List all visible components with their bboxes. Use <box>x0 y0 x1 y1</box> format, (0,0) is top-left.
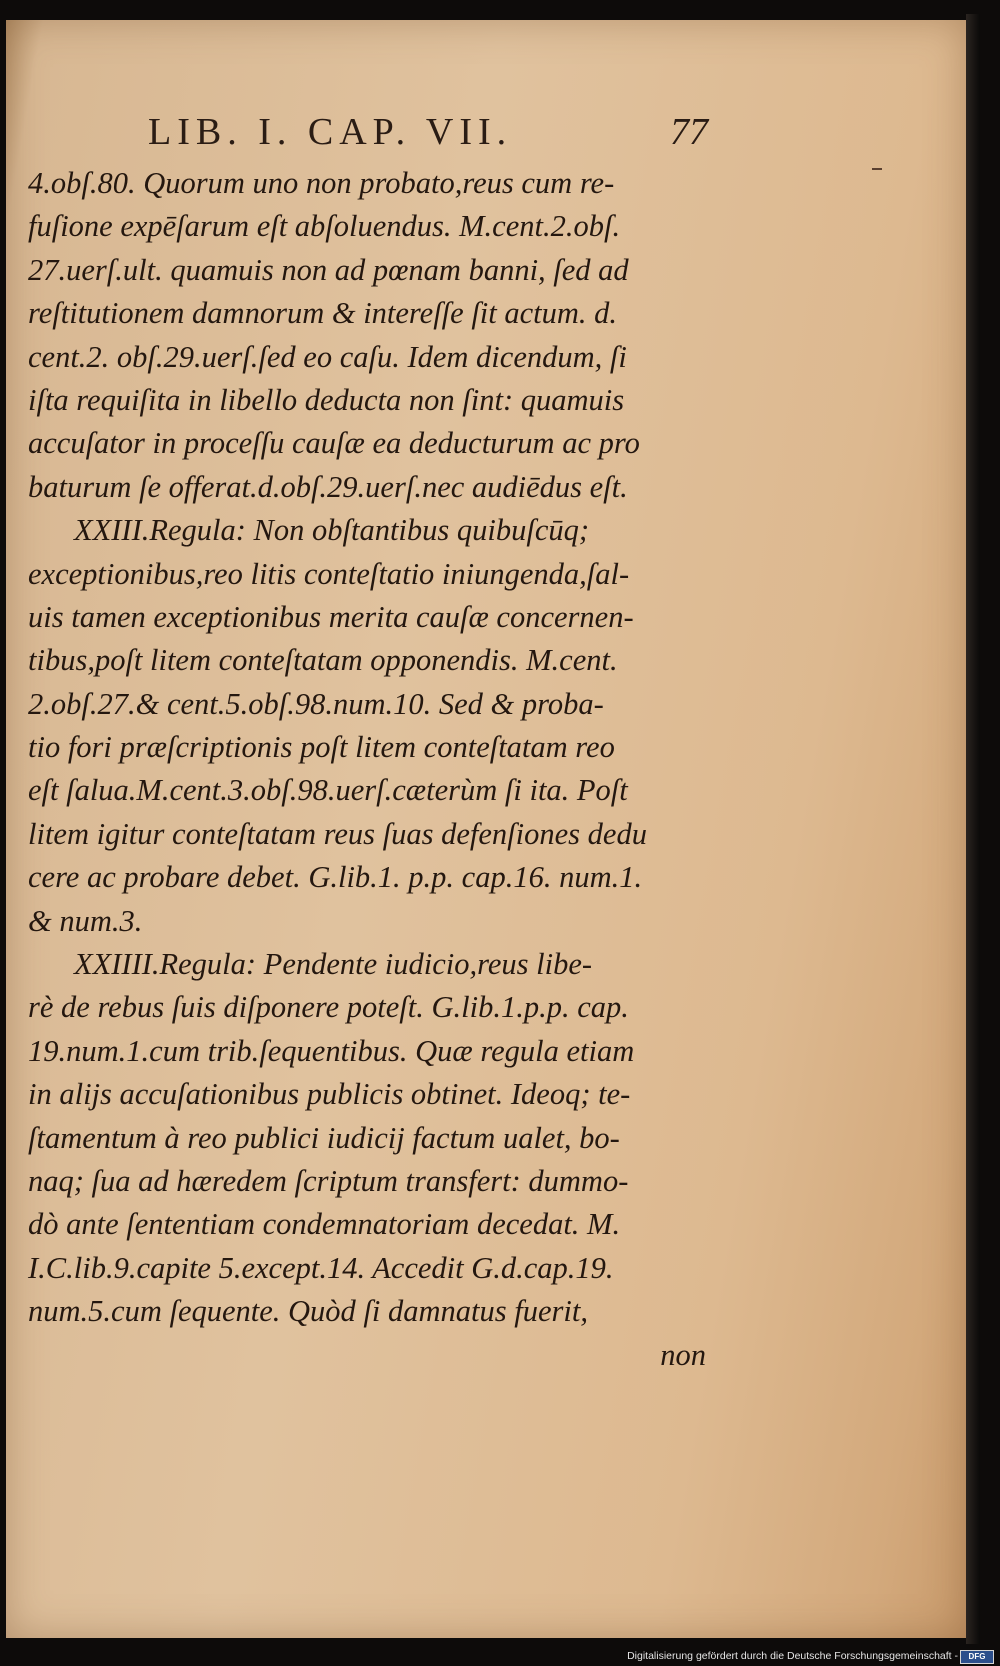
text-line: XXIII.Regula: Non obſtantibus quibuſcūq; <box>74 513 590 548</box>
body-text <box>28 162 718 1377</box>
text-line: uis tamen exceptionibus merita cauſæ concernen- <box>28 599 634 634</box>
running-head: LIB. I. CAP. VII. <box>148 111 513 153</box>
text-line: naq; ſua ad hæredem ſcriptum transfert: dummo- <box>28 1163 629 1198</box>
text-line: tio fori præſcriptionis poſt litem conteſtatam reo <box>28 730 615 765</box>
text-line: 19.num.1.cum trib.ſequentibus. Quæ regula etiam <box>28 1033 635 1068</box>
text-line: num.5.cum ſequente. Quòd ſi damnatus fuerit, <box>28 1294 588 1329</box>
text-line: 4.obſ.80. Quorum uno non probato,reus cum re- <box>28 166 615 200</box>
text-line: litem igitur conteſtatam reus ſuas defenſiones dedu <box>28 816 647 851</box>
text-line: exceptionibus,reo litis conteſtatio iniungenda,ſal- <box>28 556 630 591</box>
text-line: eſt ſalua.M.cent.3.obſ.98.uerſ.cæterùm ſi ita. Poſt <box>28 773 628 808</box>
text-line: tibus,poſt litem conteſtatam opponendis. M.cent. <box>28 643 618 678</box>
text-line: rè de rebus ſuis diſponere poteſt. G.lib.1.p.p. cap. <box>28 990 629 1025</box>
text-line: 27.uerſ.ult. quamuis non ad pœnam banni, ſed ad <box>28 252 629 287</box>
funding-credit: Digitalisierung gefördert durch die Deutsche Forschungsgemeinschaft - <box>627 1650 958 1662</box>
text-line: iſta requiſita in libello deducta non ſint: quamuis <box>28 382 625 417</box>
text-line: 2.obſ.27.& cent.5.obſ.98.num.10. Sed & proba- <box>28 686 604 721</box>
text-line: reſtitutionem damnorum & intereſſe ſit actum. d. <box>28 296 618 331</box>
text-line: cent.2. obſ.29.uerſ.ſed eo caſu. Idem dicendum, ſi <box>28 339 627 374</box>
text-line: ſtamentum à reo publici iudicij factum ualet, bo- <box>28 1120 620 1155</box>
text-line: XXIIII.Regula: Pendente iudicio,reus libe- <box>74 947 593 982</box>
catchword: non <box>660 1337 706 1372</box>
dfg-logo-icon: DFG <box>960 1650 994 1664</box>
page-header <box>148 110 708 156</box>
margin-mark <box>872 168 882 170</box>
page-edge <box>966 14 980 1644</box>
text-line: dò ante ſententiam condemnatoriam decedat. M. <box>28 1207 621 1242</box>
text-line: baturum ſe offerat.d.obſ.29.uerſ.nec audiēdus eſt. <box>28 469 628 504</box>
text-line: accuſator in proceſſu cauſæ ea deducturum ac pro <box>28 426 640 461</box>
text-line: cere ac probare debet. G.lib.1. p.p. cap.16. num.1. <box>28 860 643 895</box>
text-line: in alijs accuſationibus publicis obtinet. Ideoq; te- <box>28 1077 631 1112</box>
text-line: I.C.lib.9.capite 5.except.14. Accedit G.d.cap.19. <box>28 1250 614 1285</box>
text-line: & num.3. <box>28 903 143 938</box>
page-number: 77 <box>670 111 708 153</box>
text-line: fuſione expēſarum eſt abſoluendus. M.cent.2.obſ. <box>28 209 621 244</box>
